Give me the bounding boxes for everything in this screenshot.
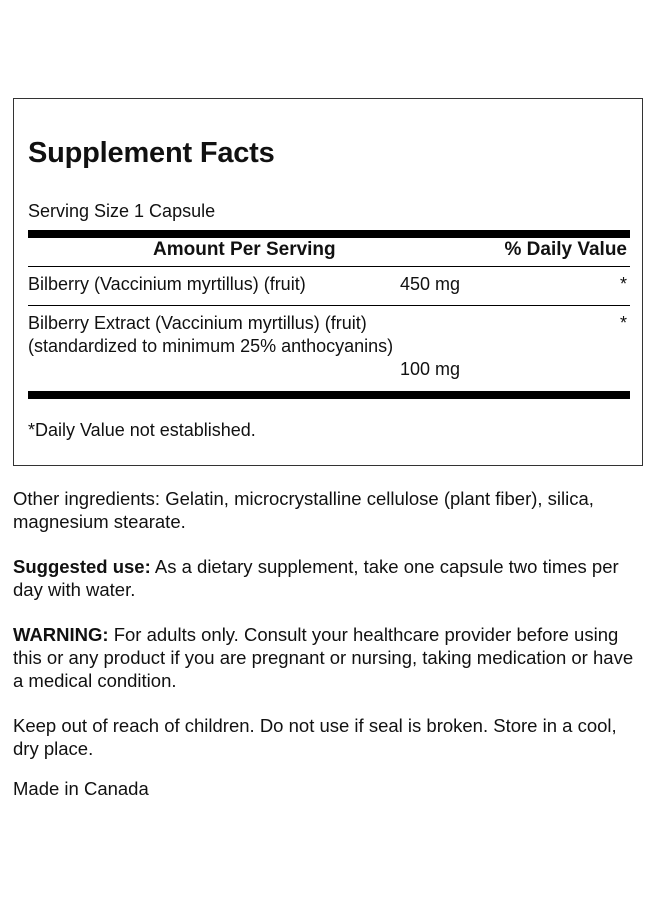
ingredient-amount-bilberry: 450 mg bbox=[400, 274, 461, 294]
supplement-facts-panel bbox=[13, 98, 643, 466]
warning-label: WARNING: bbox=[13, 624, 109, 645]
suggested-use-text: As a dietary supplement, take one capsule two times per day with water. bbox=[13, 556, 619, 600]
ingredient-dv-bilberry-extract: * bbox=[619, 313, 627, 333]
country-of-origin: Made in Canada bbox=[13, 778, 149, 799]
suggested-use-label: Suggested use: bbox=[13, 556, 151, 577]
facts-bottom-rule bbox=[28, 391, 630, 399]
amount-per-serving-header: Amount Per Serving bbox=[153, 239, 336, 260]
ingredient-name-bilberry: Bilberry (Vaccinium myrtillus) (fruit) bbox=[28, 274, 306, 294]
facts-title: Supplement Facts bbox=[28, 137, 275, 169]
header-divider bbox=[28, 266, 630, 267]
serving-size: Serving Size 1 Capsule bbox=[28, 201, 216, 221]
ingredient-amount-bilberry-extract: 100 mg bbox=[400, 359, 461, 379]
storage-instructions: Keep out of reach of children. Do not use if seal is broken. Store in a cool, dry place. bbox=[13, 715, 617, 759]
ingredient-dv-bilberry: * bbox=[619, 274, 627, 294]
warning-text: For adults only. Consult your healthcare provider before using this or any product if you are pregnant or nursing, taking medication or have a medical condition. bbox=[13, 624, 634, 691]
daily-value-header: % Daily Value bbox=[504, 239, 627, 260]
row-divider bbox=[28, 305, 630, 306]
ingredient-standardization-note: (standardized to minimum 25% anthocyanins) bbox=[28, 336, 394, 356]
other-ingredients: Other ingredients: Gelatin, microcrystalline cellulose (plant fiber), silica, magnesium stearate. bbox=[13, 488, 594, 532]
ingredient-name-bilberry-extract: Bilberry Extract (Vaccinium myrtillus) (fruit) bbox=[28, 313, 367, 333]
warning bbox=[13, 623, 643, 692]
suggested-use bbox=[13, 555, 643, 601]
facts-top-rule bbox=[28, 230, 630, 238]
daily-value-footnote: *Daily Value not established. bbox=[28, 420, 256, 440]
